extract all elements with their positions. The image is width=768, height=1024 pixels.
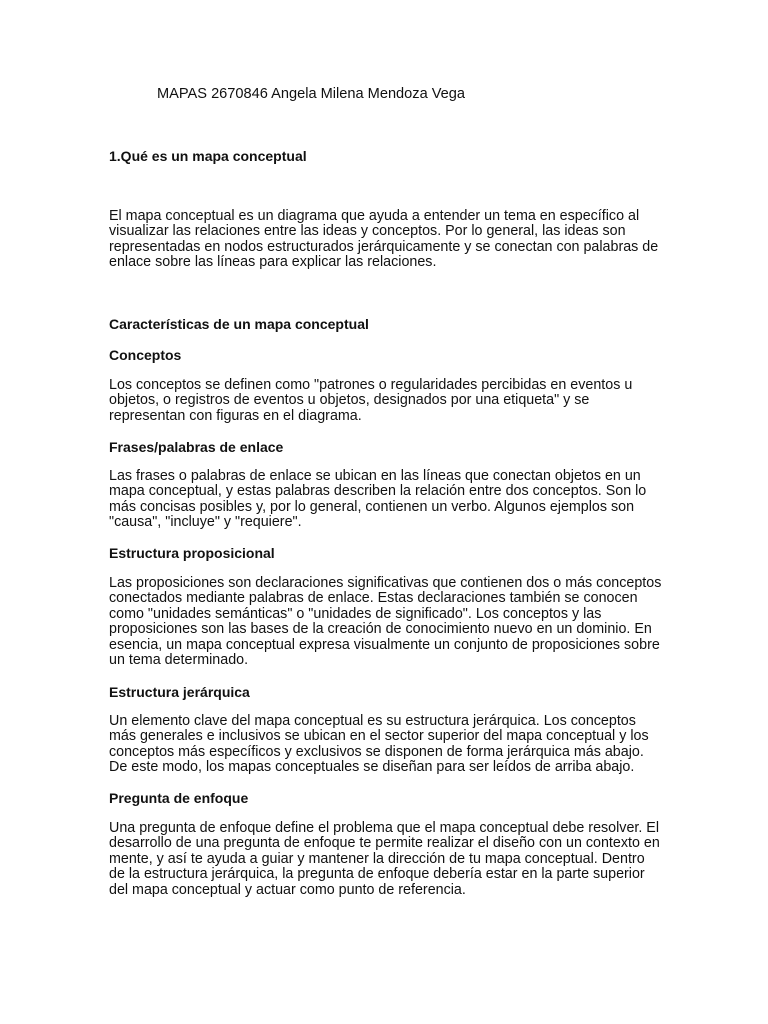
paragraph-line: mapa conceptual, y estas palabras describen la relación entre dos conceptos. Son lo	[109, 483, 647, 500]
paragraph-line: Las proposiciones son declaraciones significativas que contienen dos o más conceptos	[109, 575, 662, 591]
section-heading-pregunta: Pregunta de enfoque	[109, 790, 249, 806]
question-heading: 1.Qué es un mapa conceptual	[109, 148, 307, 164]
section-heading-conceptos: Conceptos	[109, 347, 182, 363]
section-paragraph-jerarquica	[109, 714, 669, 776]
paragraph-line: esencia, un mapa conceptual expresa visualmente un conjunto de proposiciones sobre	[109, 636, 660, 653]
characteristics-heading: Características de un mapa conceptual	[109, 316, 369, 332]
section-paragraph-frases	[109, 469, 669, 531]
intro-paragraph	[109, 209, 669, 271]
section-heading-jerarquica: Estructura jerárquica	[109, 684, 250, 700]
paragraph-line: como "unidades semánticas" o "unidades de significado". Los conceptos y las	[109, 605, 602, 622]
paragraph-line: Una pregunta de enfoque define el problema que el mapa conceptual debe resolver. El	[109, 820, 660, 836]
paragraph-line: de la estructura jerárquica, la pregunta de enfoque debería estar en la parte superior	[109, 866, 645, 883]
section-paragraph-pregunta	[109, 821, 669, 898]
intro-line: representadas en nodos estructurados jerárquicamente y se conectan con palabras de	[109, 238, 659, 255]
paragraph-line: De este modo, los mapas conceptuales se diseñan para ser leídos de arriba abajo.	[109, 759, 635, 776]
paragraph-line: desarrollo de una pregunta de enfoque te permite realizar el diseño con un contexto en	[109, 835, 660, 852]
paragraph-line: mente, y así te ayuda a guiar y mantener la dirección de tu mapa conceptual. Dentro	[109, 850, 645, 867]
section-heading-frases: Frases/palabras de enlace	[109, 439, 284, 455]
paragraph-line: más concisas posibles y, por lo general, contienen un verbo. Algunos ejemplos son	[109, 498, 635, 515]
paragraph-line: proposiciones son las bases de la creación de conocimiento nuevo en un dominio. En	[109, 621, 652, 638]
intro-line: enlace sobre las líneas para explicar las relaciones.	[109, 254, 437, 271]
section-heading-proposicional: Estructura proposicional	[109, 545, 275, 561]
section-paragraph-conceptos	[109, 378, 669, 424]
paragraph-line: conceptos más específicos y exclusivos se disponen de forma jerárquica más abajo.	[109, 743, 644, 760]
paragraph-line: un tema determinado.	[109, 652, 249, 669]
paragraph-line: Un elemento clave del mapa conceptual es su estructura jerárquica. Los conceptos	[109, 713, 636, 729]
paragraph-line: del mapa conceptual y actuar como punto de referencia.	[109, 881, 466, 898]
document-header: MAPAS 2670846 Angela Milena Mendoza Vega	[157, 86, 466, 102]
paragraph-line: Los conceptos se definen como "patrones o regularidades percibidas en eventos u	[109, 377, 633, 393]
paragraph-line: "causa", "incluye" y "requiere".	[109, 514, 302, 531]
intro-line: El mapa conceptual es un diagrama que ayuda a entender un tema en específico al	[109, 208, 640, 224]
paragraph-line: conectados mediante palabras de enlace. Estas declaraciones también se conocen	[109, 590, 638, 607]
intro-line: visualizar las relaciones entre las ideas y conceptos. Por lo general, las ideas son	[109, 223, 626, 240]
paragraph-line: objetos, o registros de eventos u objetos, designados por una etiqueta" y se	[109, 392, 590, 409]
paragraph-line: más generales e inclusivos se ubican en el sector superior del mapa conceptual y los	[109, 728, 649, 745]
section-paragraph-proposicional	[109, 576, 669, 668]
paragraph-line: Las frases o palabras de enlace se ubican en las líneas que conectan objetos en un	[109, 468, 641, 484]
paragraph-line: representan con figuras en el diagrama.	[109, 407, 362, 424]
